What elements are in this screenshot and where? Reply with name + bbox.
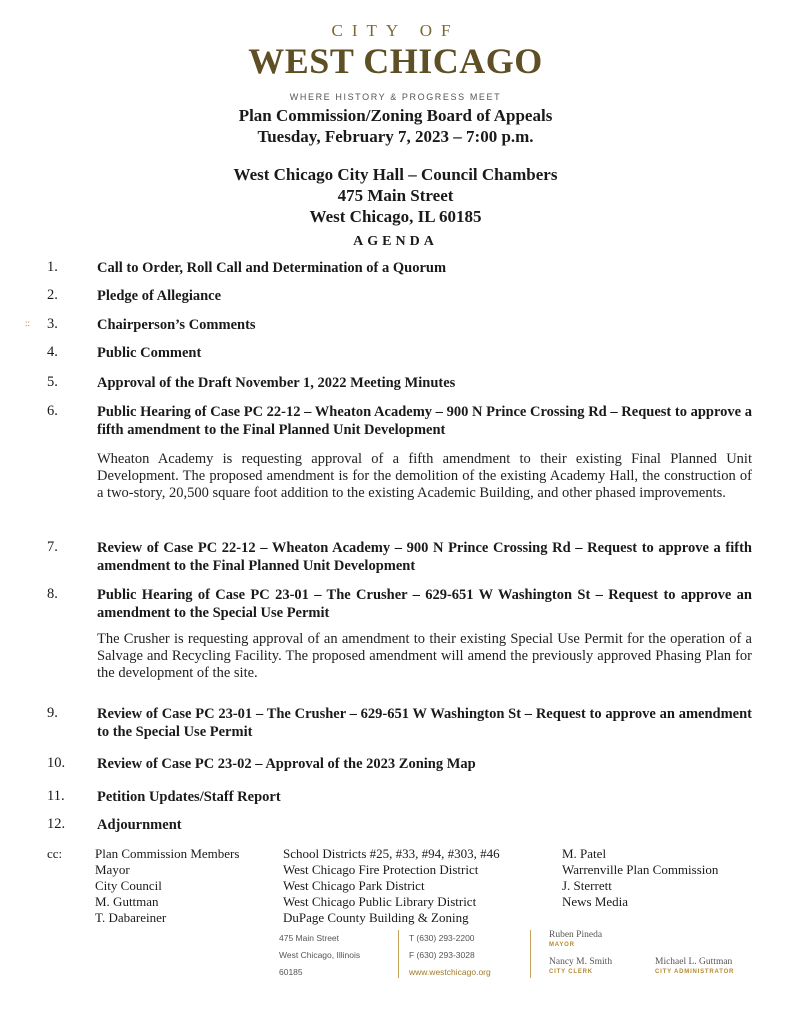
item-number: 11. bbox=[47, 788, 65, 804]
cc-recipient: West Chicago Park District bbox=[283, 878, 425, 893]
item-number: 12. bbox=[47, 816, 66, 832]
officer-name: Michael L. Guttman bbox=[655, 957, 733, 967]
board-title: Plan Commission/Zoning Board of Appeals bbox=[238, 106, 553, 125]
footer-address bbox=[279, 930, 360, 981]
logo-west-chicago: WEST CHICAGO bbox=[248, 41, 543, 81]
officer-title: CITY ADMINISTRATOR bbox=[655, 969, 735, 975]
footer-contact bbox=[409, 930, 491, 981]
cc-recipient: M. Patel bbox=[562, 846, 607, 861]
cc-recipient: Warrenville Plan Commission bbox=[562, 862, 719, 877]
item-text: Public Hearing of Case PC 22-12 – Wheaton Academy – 900 N Prince Crossing Rd – Request to approve a fifth amendment to the Final Planned Unit Development bbox=[97, 404, 752, 438]
item-text: Petition Updates/Staff Report bbox=[97, 789, 281, 805]
footer-divider bbox=[398, 930, 399, 978]
item-text: Pledge of Allegiance bbox=[97, 288, 222, 304]
address-zip: 60185 bbox=[279, 967, 303, 977]
venue-city: West Chicago, IL 60185 bbox=[309, 207, 482, 226]
fax: F (630) 293-3028 bbox=[409, 950, 475, 960]
item-description: The Crusher is requesting approval of an amendment to their existing Special Use Permit for the operation of a Salvage and Recycling Facility. The proposed amendment will amend the previously approved Phasing Plan for the development of the site. bbox=[97, 631, 752, 681]
item-number: 7. bbox=[47, 539, 58, 555]
cc-recipient: M. Guttman bbox=[95, 894, 159, 909]
website-link[interactable]: www.westchicago.org bbox=[409, 967, 491, 977]
phone: T (630) 293-2200 bbox=[409, 933, 475, 943]
cc-recipient: News Media bbox=[562, 894, 629, 909]
item-text: Review of Case PC 23-01 – The Crusher – 629-651 W Washington St – Request to approve an amendment to the Special Use Permit bbox=[97, 706, 752, 740]
item-number: 9. bbox=[47, 705, 58, 721]
item-text: Review of Case PC 23-02 – Approval of the 2023 Zoning Map bbox=[97, 756, 476, 772]
cc-label: cc: bbox=[47, 846, 63, 861]
item-description: Wheaton Academy is requesting approval of a fifth amendment to their existing Final Planned Unit Development. The proposed amendment is for the demolition of the existing Academy Hall, the construction of a two-story, 20,500 square foot addition to the existing Academic Building, and other phased improvements. bbox=[97, 451, 752, 501]
item-text: Public Comment bbox=[97, 345, 202, 361]
item-number: 4. bbox=[47, 344, 58, 360]
meeting-datetime: Tuesday, February 7, 2023 – 7:00 p.m. bbox=[257, 127, 534, 146]
item-number: 10. bbox=[47, 755, 66, 771]
item-number: 5. bbox=[47, 374, 58, 390]
item-text: Call to Order, Roll Call and Determination of a Quorum bbox=[97, 260, 447, 276]
cc-column-2 bbox=[283, 846, 500, 926]
officer-name: Nancy M. Smith bbox=[549, 957, 613, 967]
officer-title: CITY CLERK bbox=[549, 969, 593, 975]
item-number: 6. bbox=[47, 403, 58, 419]
margin-mark: :: bbox=[25, 318, 31, 328]
cc-recipient: Mayor bbox=[95, 862, 130, 877]
cc-recipient: City Council bbox=[95, 878, 162, 893]
cc-recipient: West Chicago Fire Protection District bbox=[283, 862, 479, 877]
item-text: Approval of the Draft November 1, 2022 Meeting Minutes bbox=[97, 375, 456, 391]
cc-recipient: School Districts #25, #33, #94, #303, #46 bbox=[283, 846, 500, 861]
cc-recipient: J. Sterrett bbox=[562, 878, 612, 893]
item-text: Chairperson’s Comments bbox=[97, 317, 256, 333]
item-text: Adjournment bbox=[97, 817, 182, 833]
item-number: 3. bbox=[47, 316, 58, 332]
cc-recipient: Plan Commission Members bbox=[95, 846, 240, 861]
officer-clerk bbox=[549, 957, 612, 977]
cc-column-3 bbox=[562, 846, 718, 910]
cc-column-1 bbox=[95, 846, 239, 926]
address-street: 475 Main Street bbox=[279, 933, 340, 943]
officer-name: Ruben Pineda bbox=[549, 930, 603, 940]
officer-administrator bbox=[655, 957, 734, 977]
address-city: West Chicago, Illinois bbox=[279, 950, 361, 960]
item-number: 8. bbox=[47, 586, 58, 602]
cc-recipient: T. Dabareiner bbox=[95, 910, 167, 925]
item-text: Review of Case PC 22-12 – Wheaton Academy – 900 N Prince Crossing Rd – Request to approve a fifth amendment to the Final Planned Unit Development bbox=[97, 540, 752, 574]
item-text: Public Hearing of Case PC 23-01 – The Crusher – 629-651 W Washington St – Request to approve an amendment to the Special Use Permit bbox=[97, 587, 752, 621]
tagline: WHERE HISTORY & PROGRESS MEET bbox=[289, 92, 502, 102]
venue: West Chicago City Hall – Council Chambers bbox=[233, 165, 558, 184]
cc-recipient: West Chicago Public Library District bbox=[283, 894, 477, 909]
officer-title: MAYOR bbox=[549, 942, 575, 948]
footer-divider bbox=[530, 930, 531, 978]
logo-city-of: CITY OF bbox=[331, 21, 460, 40]
city-logo bbox=[0, 22, 791, 80]
venue-street: 475 Main Street bbox=[337, 186, 454, 205]
item-number: 2. bbox=[47, 287, 58, 303]
cc-recipient: DuPage County Building & Zoning bbox=[283, 910, 469, 925]
item-number: 1. bbox=[47, 259, 58, 275]
agenda-heading: AGENDA bbox=[353, 234, 438, 249]
officer-mayor bbox=[549, 930, 602, 950]
